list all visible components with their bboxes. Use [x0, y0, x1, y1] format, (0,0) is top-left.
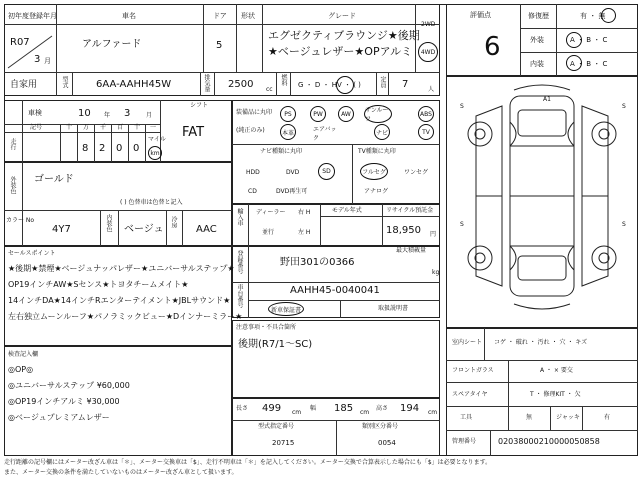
- nav-dvd: DVD: [286, 169, 300, 176]
- inspection-month: 3: [124, 108, 131, 119]
- footer-line-2: また、メーター交換の条件を満たしていないものはメーター改ざん車として扱います。: [4, 469, 238, 476]
- color-label: 外装色: [9, 176, 16, 194]
- interior-options: A ・ B ・ C: [570, 60, 608, 68]
- nav-type-label: ナビ種類に丸印: [260, 148, 303, 155]
- glass-options: A ・ × 要交: [540, 367, 573, 374]
- displacement-label: 排気量: [203, 74, 210, 92]
- digit-label-0: 記号: [30, 124, 43, 131]
- hv-circle: [336, 76, 354, 94]
- diagram-s-1: S: [460, 103, 464, 110]
- seat-options: コゲ ・ 破れ ・ 汚れ ・ 穴 ・ キズ: [494, 339, 588, 346]
- notes-content: 後期(R7/1〜SC): [238, 339, 313, 350]
- length-label: 長さ: [236, 405, 249, 412]
- grade-line-1: エグゼクティブラウンジ★後期: [268, 29, 420, 42]
- interior-label: 内装: [530, 60, 544, 68]
- equipment-sub: (純正のみ): [236, 127, 265, 134]
- tv-fullseg: フルセグ: [360, 163, 388, 180]
- shift-label: シフト: [190, 102, 209, 109]
- mgmt-label: 管理番号: [452, 438, 477, 445]
- equipment-label: 装備品に丸印: [236, 109, 273, 116]
- height-label: 高さ: [376, 405, 389, 412]
- inspection-year: 10: [78, 108, 91, 119]
- exterior-a-circle: [566, 32, 582, 48]
- mileage-digit-2: 2: [99, 143, 106, 154]
- tv-analog: アナログ: [364, 188, 389, 195]
- width-unit: cm: [360, 409, 370, 416]
- kg-unit: kg: [432, 269, 440, 276]
- ac-value: AAC: [196, 224, 217, 235]
- fuel-options: G ・ D ・ HV ・ ( ): [298, 81, 361, 89]
- nav-sd: SD: [318, 163, 335, 180]
- shift-value: FAT: [182, 125, 205, 140]
- capacity-label: 定員: [379, 76, 386, 88]
- reg-year: R07: [10, 37, 30, 48]
- exterior-options: A ・ B ・ C: [570, 36, 608, 44]
- inspector-line-3: ◎OP19インチアルミ ¥30,000: [8, 397, 120, 406]
- sales-line-3: 14インチDA★14インチRエンターテイメント★JBLサウンド★: [8, 296, 231, 305]
- max-load-label: 最大積載量: [396, 247, 427, 254]
- repair-options: 有 ・ 無: [580, 12, 606, 20]
- equip-pw: PW: [310, 106, 326, 122]
- jack-value: 有: [604, 414, 611, 421]
- km-unit: km: [150, 149, 160, 157]
- equip-tv: TV: [418, 124, 434, 140]
- length-unit: cm: [292, 409, 302, 416]
- inspector-label: 検査記入欄: [8, 351, 39, 358]
- recycle-label: リサイクル預託金: [386, 207, 434, 214]
- 4wd-circle: [418, 42, 438, 62]
- interior-color: ベージュ: [124, 224, 164, 235]
- car-name: アルファード: [82, 39, 142, 50]
- digit-label-2: 万: [83, 124, 90, 131]
- inspector-line-2: ◎ユニバーサルステップ ¥60,000: [8, 381, 130, 390]
- digit-label-3: 千: [100, 124, 107, 131]
- repair-none-circle: [601, 8, 616, 23]
- score-value: 6: [484, 32, 501, 62]
- mile-unit: マイル: [148, 136, 166, 143]
- spare-label: スペアタイヤ: [452, 391, 488, 398]
- diagram-a1: A1: [543, 96, 551, 103]
- dealer-label: ディーラー: [256, 209, 286, 216]
- digit-label-1: 十: [66, 124, 73, 131]
- seat-label: 室内シート: [452, 339, 483, 346]
- equip-abs: ABS: [418, 106, 434, 122]
- reg-month: 3: [34, 54, 41, 65]
- person-unit: 人: [428, 86, 435, 93]
- interior-a-circle: [566, 55, 582, 71]
- tools-value: 無: [526, 414, 533, 421]
- shape-label: 形状: [241, 12, 255, 20]
- tools-label: 工具: [460, 414, 473, 421]
- jack-label: ジャッキ: [556, 414, 580, 421]
- score-label: 評価点: [470, 11, 491, 19]
- inspector-line-4: ◎ベージュプレミアムレザー: [8, 413, 110, 422]
- height-unit: cm: [428, 409, 438, 416]
- model-label: 型式: [61, 76, 68, 88]
- diagram-s-2: S: [622, 103, 626, 110]
- inspection-year-unit: 年: [104, 112, 111, 119]
- digit-label-4: 百: [117, 124, 124, 131]
- fuel-label: 燃料: [280, 74, 287, 86]
- car-diagram: [446, 76, 638, 328]
- color-value: ゴールド: [34, 174, 74, 185]
- use-label: 自家用: [10, 80, 38, 90]
- inspection-month-unit: 月: [146, 112, 153, 119]
- reg-month-unit: 月: [44, 57, 51, 65]
- km-circle: [148, 146, 162, 160]
- equip-aw: AW: [338, 106, 354, 122]
- exterior-label: 外装: [530, 36, 544, 44]
- right-handle: 右 H: [298, 209, 311, 216]
- equip-leather: 本革: [280, 124, 296, 140]
- plate-label: 登録番号: [236, 250, 243, 274]
- tv-oneseg: ワンセグ: [404, 169, 429, 176]
- length-value: 499: [262, 403, 282, 414]
- diagram-s-4: S: [622, 221, 626, 228]
- notes-block: [232, 320, 440, 398]
- digit-label-6: 一: [150, 124, 157, 131]
- yen-unit: 円: [430, 231, 437, 238]
- color-code-label: カラー No: [6, 217, 35, 224]
- recycle-amount: 18,950: [386, 225, 421, 236]
- equip-sunroof: サンルーフ: [364, 105, 392, 123]
- mileage-digit-3: 0: [116, 143, 123, 154]
- door-count: 5: [216, 40, 223, 51]
- new-warranty-circle: 新車保証書: [268, 302, 304, 316]
- cc-unit: cc: [266, 86, 273, 93]
- tv-type-label: TV種類に丸印: [358, 148, 396, 155]
- width-label: 幅: [310, 405, 317, 412]
- parallel-label: 並行: [262, 229, 275, 236]
- door-label: ドア: [213, 12, 227, 20]
- chassis-label: 車台番号: [236, 284, 243, 308]
- diagram-s-3: S: [460, 221, 464, 228]
- notes-label: 注意事項・不具合箇所: [236, 324, 297, 331]
- sales-label: セールスポイント: [8, 250, 56, 257]
- digit-label-5: 十: [134, 124, 141, 131]
- mileage-digit-1: 8: [82, 143, 89, 154]
- ac-label: 冷房: [170, 216, 177, 228]
- mileage-label: 走行: [9, 138, 16, 150]
- equip-ps: PS: [280, 106, 296, 122]
- 4wd-label: 4WD: [420, 48, 436, 56]
- color-note: ( ) 色替車は色替と記入: [120, 199, 183, 206]
- height-value: 194: [400, 403, 420, 414]
- equip-airbag: エアバック: [313, 125, 337, 142]
- 2wd-label: 2WD: [421, 21, 436, 28]
- width-value: 185: [334, 403, 354, 414]
- footer-line-1: 走行距離の記号欄にはメーター改ざん車は「＊」、メーター交換車は「$」、走行不明車は「＊」を記入してください。メーター交換で合算表示した場合にも「$」は必要となります。: [4, 459, 492, 466]
- mileage-digit-4: 0: [133, 143, 140, 154]
- grade-label: グレード: [328, 12, 356, 20]
- class-no-label: 類別区分番号: [362, 423, 399, 430]
- repair-label: 修復歴: [528, 12, 549, 20]
- reg-year-label: 初年度登録年月: [8, 12, 57, 20]
- import-label: 輸入車: [236, 208, 243, 226]
- sales-line-2: OP19インチAW★Sセンス★トヨタチームメイト★: [8, 280, 189, 289]
- sales-line-1: ★後期★禁煙★ベージュナッパレザー★ユニバーサルステップ★: [8, 264, 235, 273]
- inspector-line-1: ◎OP◎: [8, 365, 34, 374]
- plate-number: 野田301の0366: [280, 257, 355, 268]
- car-name-label: 車名: [122, 12, 136, 20]
- glass-label: フロントガラス: [452, 367, 494, 374]
- interior-color-label: 内装色: [105, 214, 112, 232]
- equip-navi: ナビ: [374, 124, 390, 140]
- chassis-number: AAHH45-0040041: [290, 285, 380, 296]
- mgmt-number: 02038000210000050858: [498, 437, 600, 446]
- class-no: 0054: [378, 439, 396, 447]
- capacity: 7: [402, 79, 409, 90]
- sales-line-4: 左右独立ムーンルーフ★パノラミックビュー★Dインナーミラー★: [8, 312, 243, 321]
- type-no: 20715: [272, 439, 295, 447]
- type-no-label: 型式指定番号: [258, 423, 295, 430]
- model-code: 6AA-AAHH45W: [96, 79, 172, 90]
- spare-options: T ・ 修理KIT ・ 欠: [530, 391, 581, 398]
- nav-dvd-play: DVD再生可: [276, 188, 308, 195]
- nav-hdd: HDD: [246, 169, 260, 176]
- grade-line-2: ★ベージュレザー★OPアルミ: [268, 45, 413, 58]
- nav-cd: CD: [248, 188, 257, 195]
- displacement: 2500: [228, 79, 254, 90]
- color-code: 4Y7: [52, 224, 71, 235]
- inspection-label: 車検: [28, 109, 42, 117]
- manual-label: 取扱説明書: [378, 305, 409, 312]
- model-year-label: モデル年式: [332, 207, 362, 214]
- left-handle: 左 H: [298, 229, 311, 236]
